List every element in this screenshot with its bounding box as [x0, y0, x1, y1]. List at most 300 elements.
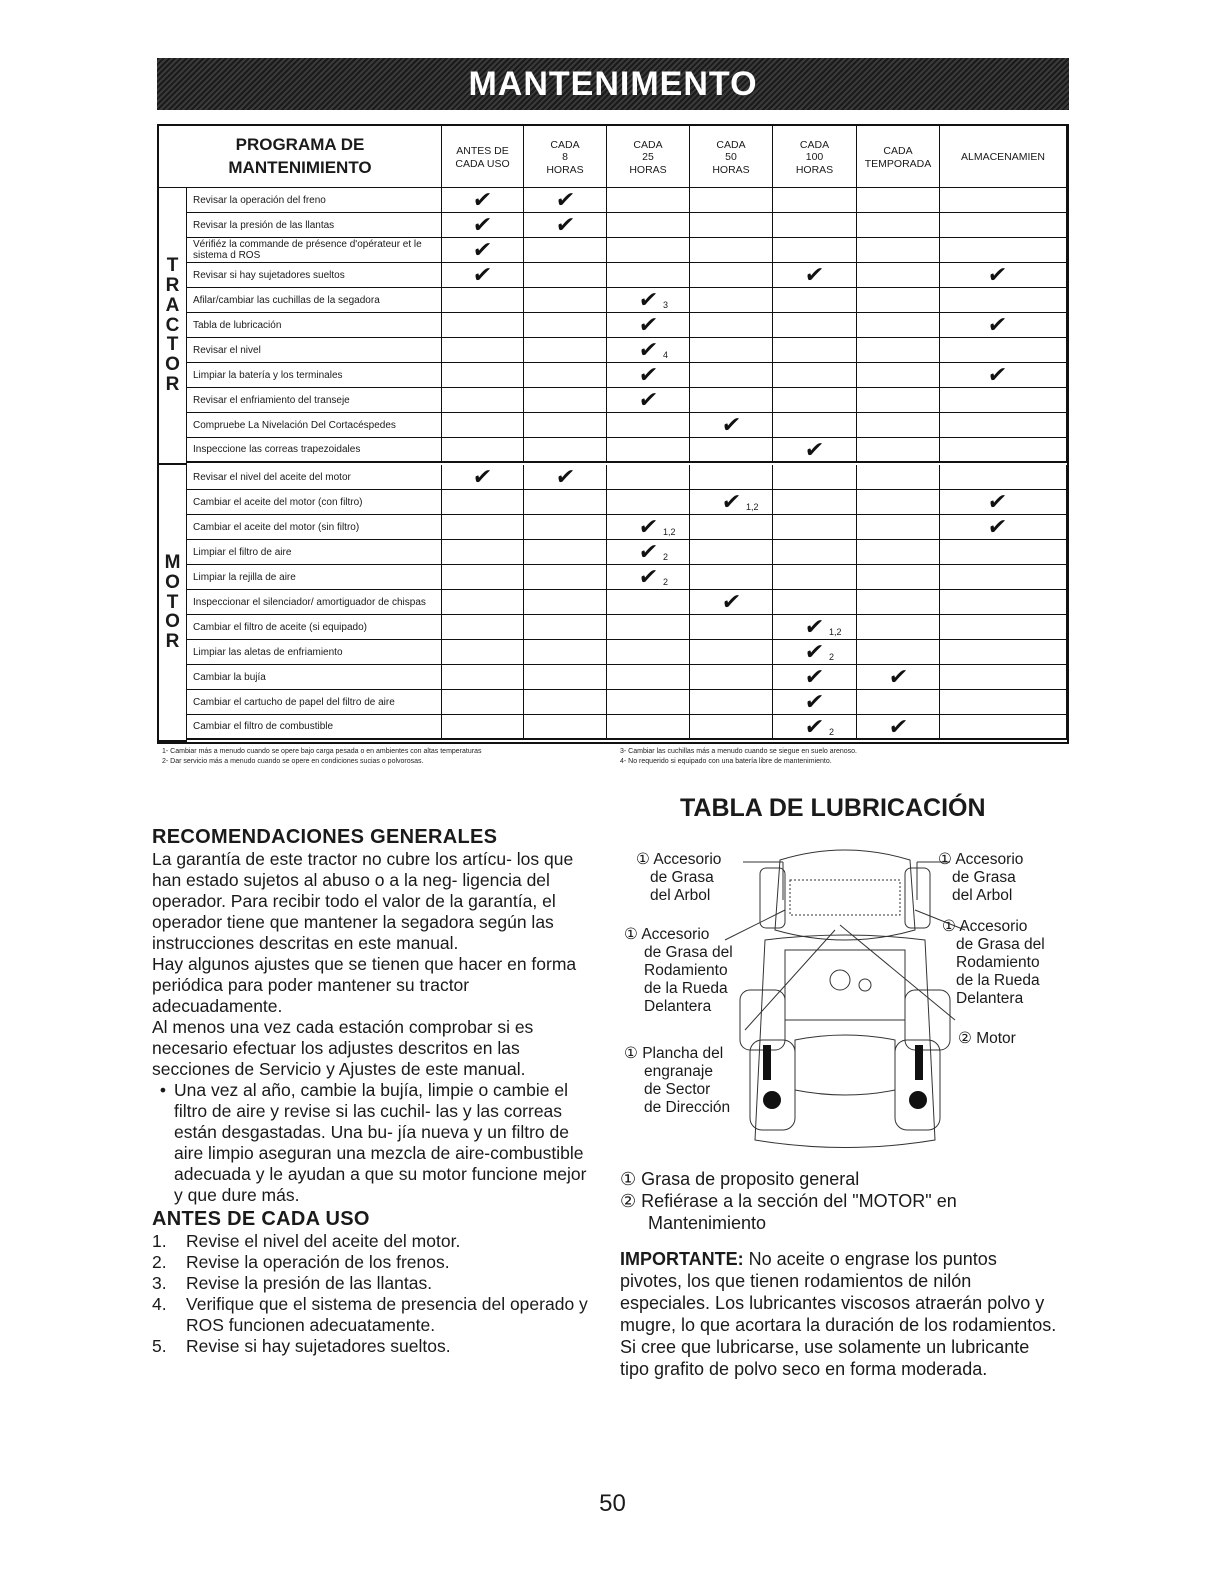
general-paragraph-3: Al menos una vez cada estación comprobar si es necesario efectuar los adjustes descritos en las secciones de Servicio y Ajustes de este manual. — [152, 1017, 534, 1079]
schedule-cell — [607, 690, 690, 715]
schedule-cell — [857, 213, 940, 238]
schedule-cell — [773, 515, 857, 540]
column-header-5-line1: CADA — [883, 144, 913, 157]
checkmark-icon: ✔ — [720, 489, 743, 514]
before-use-item-number: 2. — [152, 1252, 167, 1272]
important-note — [620, 1248, 1060, 1380]
schedule-cell — [773, 388, 857, 413]
checkmark-icon: ✔ — [803, 664, 826, 689]
schedule-cell — [524, 640, 607, 665]
schedule-cell — [940, 540, 1067, 565]
checkmark-icon: ✔ — [887, 714, 910, 739]
task-label: Cambiar el cartucho de papel del filtro de aire — [187, 690, 442, 715]
schedule-cell — [690, 690, 773, 715]
schedule-title — [159, 126, 442, 188]
checkmark-icon: ✔ — [637, 337, 660, 362]
tractor-group-label — [159, 188, 187, 465]
schedule-cell — [442, 515, 524, 540]
schedule-cell — [607, 438, 690, 463]
motor-table-row — [187, 565, 1067, 590]
schedule-cell — [442, 338, 524, 363]
schedule-cell — [690, 238, 773, 263]
task-label: Revisar el nivel — [187, 338, 442, 363]
column-header-0-line1: ANTES DE — [456, 144, 509, 157]
bullet-dot-icon: • — [159, 1080, 167, 1100]
motor-table-row — [187, 690, 1067, 715]
schedule-cell — [607, 565, 690, 590]
schedule-cell — [607, 188, 690, 213]
general-paragraph-2: Hay algunos ajustes que se tienen que hacer en forma periódica para poder mantener su tractor adecuadamente. — [152, 954, 577, 1016]
schedule-cell — [773, 465, 857, 490]
column-header-3 — [690, 126, 773, 188]
task-label: Revisar el nivel del aceite del motor — [187, 465, 442, 490]
schedule-cell — [940, 715, 1067, 740]
schedule-cell — [773, 413, 857, 438]
schedule-cell — [690, 540, 773, 565]
schedule-cell — [690, 565, 773, 590]
schedule-cell — [442, 615, 524, 640]
tractor-label-letter: T — [166, 254, 179, 276]
footnote-ref: 2 — [663, 577, 669, 587]
label-rueda-left-line1: ① Accesorio — [624, 926, 710, 943]
label-arbol-right-line1: ① Accesorio — [938, 851, 1024, 868]
task-label: Cambiar el aceite del motor (con filtro) — [187, 490, 442, 515]
before-use-item-text: Verifique que el sistema de presencia del operado y ROS funcionen adecuatamente. — [186, 1294, 588, 1335]
schedule-cell — [607, 590, 690, 615]
schedule-cell — [524, 615, 607, 640]
motor-table-row — [187, 715, 1067, 740]
schedule-cell — [940, 288, 1067, 313]
schedule-cell — [607, 615, 690, 640]
schedule-cell — [773, 313, 857, 338]
schedule-cell — [940, 213, 1067, 238]
schedule-cell — [607, 213, 690, 238]
schedule-cell — [690, 515, 773, 540]
motor-group-label — [159, 465, 187, 742]
footnote-ref: 3 — [663, 300, 669, 310]
before-use-item-text: Revise el nivel del aceite del motor. — [186, 1231, 461, 1251]
checkmark-icon: ✔ — [471, 464, 494, 489]
schedule-cell — [524, 590, 607, 615]
label-rueda-left-line3: Rodamiento — [644, 962, 728, 979]
schedule-cell — [524, 715, 607, 740]
lubrication-legend — [620, 1168, 1060, 1234]
motor-table-row — [187, 465, 1067, 490]
tractor-table-row — [187, 388, 1067, 413]
schedule-cell — [773, 590, 857, 615]
task-label: Cambiar la bujía — [187, 665, 442, 690]
footnote-3: 3- Cambiar las cuchillas más a menudo cuando se siegue en suelo arenoso. — [620, 748, 857, 755]
schedule-cell — [607, 540, 690, 565]
general-bullet — [152, 1080, 592, 1206]
schedule-cell — [524, 388, 607, 413]
schedule-cell — [690, 288, 773, 313]
column-header-1 — [524, 126, 607, 188]
schedule-cell — [690, 413, 773, 438]
schedule-cell — [524, 565, 607, 590]
schedule-cell — [690, 438, 773, 463]
footnote-ref: 2 — [829, 652, 835, 662]
schedule-grid — [159, 126, 1067, 742]
footnote-ref: 2 — [663, 552, 669, 562]
checkmark-icon: ✔ — [986, 514, 1009, 539]
schedule-cell — [607, 338, 690, 363]
schedule-cell — [442, 288, 524, 313]
schedule-cell — [773, 238, 857, 263]
schedule-cell — [690, 213, 773, 238]
schedule-cell — [857, 238, 940, 263]
schedule-cell — [773, 565, 857, 590]
task-label: Afilar/cambiar las cuchillas de la segadora — [187, 288, 442, 313]
tractor-label-letter: T — [166, 334, 179, 356]
general-bullet-text: Una vez al año, cambie la bujía, limpie o cambie el filtro de aire y revise si las cuchil- las y las correas están desgastadas. Una bu- jía nueva y un filtro de aire limpio aseguran una mezcla de aire-combustible adecuada y le ayudan a que su motor funcione mejor y que dure más. — [174, 1080, 587, 1205]
schedule-cell — [773, 338, 857, 363]
task-label: Revisar el enfriamiento del transeje — [187, 388, 442, 413]
schedule-cell — [940, 388, 1067, 413]
schedule-cell — [442, 263, 524, 288]
schedule-cell — [524, 465, 607, 490]
schedule-cell — [690, 465, 773, 490]
schedule-cell — [524, 413, 607, 438]
column-header-3-line3: HORAS — [712, 163, 750, 176]
column-header-4 — [773, 126, 857, 188]
label-arbol-right — [938, 851, 1023, 905]
schedule-cell — [442, 490, 524, 515]
lubrication-title: TABLA DE LUBRICACIÓN — [680, 794, 986, 822]
task-label: Vérifiéz la commande de présence d'opérateur et le sistema d ROS — [187, 238, 442, 263]
schedule-cell — [773, 213, 857, 238]
before-use-item — [152, 1336, 592, 1357]
legend-item-2: ② Refiérase a la sección del "MOTOR" en Mantenimiento — [620, 1191, 957, 1233]
tractor-label-letter: R — [165, 274, 180, 296]
label-rueda-left-line5: Delantera — [644, 998, 712, 1015]
checkmark-icon: ✔ — [637, 564, 660, 589]
task-label: Cambiar el filtro de aceite (si equipado) — [187, 615, 442, 640]
tractor-table-row — [187, 438, 1067, 463]
tractor-table-row — [187, 213, 1067, 238]
schedule-cell — [607, 413, 690, 438]
motor-table-row — [187, 665, 1067, 690]
tractor-table-row — [187, 288, 1067, 313]
schedule-cell — [524, 540, 607, 565]
motor-label-letter: R — [165, 631, 180, 653]
label-arbol-right-line3: del Arbol — [952, 887, 1013, 904]
schedule-cell — [442, 388, 524, 413]
schedule-cell — [857, 188, 940, 213]
schedule-cell — [857, 363, 940, 388]
footnote-ref: 4 — [663, 350, 669, 360]
motor-table-row — [187, 540, 1067, 565]
task-label: Limpiar el filtro de aire — [187, 540, 442, 565]
schedule-cell — [442, 665, 524, 690]
label-rueda-right-line1: ① Accesorio — [942, 918, 1028, 935]
schedule-cell — [524, 238, 607, 263]
task-label: Inspeccione las correas trapezoidales — [187, 438, 442, 463]
schedule-cell — [690, 715, 773, 740]
schedule-cell — [773, 363, 857, 388]
checkmark-icon: ✔ — [803, 714, 826, 739]
schedule-cell — [442, 438, 524, 463]
general-recommendations — [152, 826, 592, 1357]
schedule-cell — [857, 490, 940, 515]
label-rueda-left-line2: de Grasa del — [644, 944, 733, 961]
label-motor: ② Motor — [958, 1030, 1016, 1047]
page-number: 50 — [599, 1490, 626, 1517]
column-header-2-line1: CADA — [633, 138, 663, 151]
task-label: Tabla de lubricación — [187, 313, 442, 338]
tractor-table-row — [187, 363, 1067, 388]
before-use-item-text: Revise si hay sujetadores sueltos. — [186, 1336, 451, 1356]
column-header-5-line2: TEMPORADA — [864, 157, 932, 170]
schedule-cell — [940, 640, 1067, 665]
schedule-cell — [690, 188, 773, 213]
checkmark-icon: ✔ — [803, 437, 826, 462]
before-use-item-number: 5. — [152, 1336, 167, 1356]
label-rueda-left-line4: de la Rueda — [644, 980, 728, 997]
before-use-item — [152, 1273, 592, 1294]
task-label: Cambiar el aceite del motor (sin filtro) — [187, 515, 442, 540]
column-header-4-line2: 100 — [805, 151, 824, 164]
schedule-cell — [607, 288, 690, 313]
checkmark-icon: ✔ — [554, 187, 577, 212]
before-use-item — [152, 1252, 592, 1273]
schedule-cell — [773, 715, 857, 740]
tractor-table-row — [187, 413, 1067, 438]
column-header-2-line2: 25 — [642, 151, 654, 164]
before-use-item-number: 3. — [152, 1273, 167, 1293]
footnote-ref: 2 — [829, 727, 835, 737]
column-header-1-line3: HORAS — [546, 163, 584, 176]
footnote-2: 2- Dar servicio más a menudo cuando se opere en condiciones sucias o polvorosas. — [162, 758, 424, 765]
checkmark-icon: ✔ — [720, 412, 743, 437]
schedule-cell — [857, 615, 940, 640]
schedule-cell — [857, 690, 940, 715]
column-header-2-line3: HORAS — [629, 163, 667, 176]
footnote-1: 1- Cambiar más a menudo cuando se opere bajo carga pesada o en ambientes con altas temperaturas — [162, 748, 482, 755]
column-header-3-line1: CADA — [716, 138, 746, 151]
schedule-cell — [442, 565, 524, 590]
schedule-cell — [524, 438, 607, 463]
schedule-cell — [524, 338, 607, 363]
footnote-ref: 1,2 — [829, 627, 842, 637]
before-use-item-number: 4. — [152, 1294, 167, 1314]
checkmark-icon: ✔ — [637, 312, 660, 337]
schedule-cell — [524, 690, 607, 715]
schedule-cell — [524, 490, 607, 515]
footnote-ref: 1,2 — [746, 502, 759, 512]
schedule-cell — [940, 363, 1067, 388]
schedule-cell — [442, 313, 524, 338]
checkmark-icon: ✔ — [554, 464, 577, 489]
schedule-cell — [857, 640, 940, 665]
tractor-table-row — [187, 313, 1067, 338]
schedule-cell — [857, 565, 940, 590]
schedule-cell — [940, 690, 1067, 715]
label-arbol-left — [636, 851, 721, 905]
tractor-label-letter: R — [165, 374, 180, 396]
checkmark-icon: ✔ — [986, 362, 1009, 387]
label-arbol-left-line3: del Arbol — [650, 887, 711, 904]
schedule-cell — [442, 213, 524, 238]
schedule-cell — [940, 615, 1067, 640]
banner-title: MANTENIMENTO — [468, 64, 758, 103]
schedule-cell — [690, 615, 773, 640]
task-label: Limpiar las aletas de enfriamiento — [187, 640, 442, 665]
motor-table-row — [187, 490, 1067, 515]
schedule-cell — [607, 640, 690, 665]
task-label: Limpiar la batería y los terminales — [187, 363, 442, 388]
schedule-cell — [607, 313, 690, 338]
task-label: Revisar si hay sujetadores sueltos — [187, 263, 442, 288]
label-plancha — [624, 1045, 730, 1117]
checkmark-icon: ✔ — [637, 539, 660, 564]
schedule-cell — [857, 313, 940, 338]
schedule-cell — [940, 338, 1067, 363]
motor-label-letter: O — [165, 611, 180, 633]
schedule-cell — [857, 263, 940, 288]
footnote-4: 4- No requerido si equipado con una batería libre de mantenimiento. — [620, 758, 832, 765]
schedule-cell — [442, 640, 524, 665]
label-plancha-line1: ① Plancha del — [624, 1045, 724, 1062]
motor-table-row — [187, 590, 1067, 615]
schedule-cell — [857, 715, 940, 740]
schedule-cell — [524, 263, 607, 288]
tractor-table-row — [187, 188, 1067, 213]
schedule-cell — [690, 665, 773, 690]
label-rueda-right — [942, 918, 1045, 1008]
checkmark-icon: ✔ — [803, 689, 826, 714]
column-header-6-line1: ALMACENAMIEN — [960, 151, 1045, 164]
schedule-cell — [524, 665, 607, 690]
tractor-table-row — [187, 238, 1067, 263]
schedule-cell — [524, 515, 607, 540]
label-rueda-right-line3: Rodamiento — [956, 954, 1040, 971]
schedule-cell — [524, 213, 607, 238]
schedule-cell — [690, 338, 773, 363]
schedule-cell — [607, 388, 690, 413]
schedule-cell — [773, 665, 857, 690]
schedule-cell — [773, 490, 857, 515]
schedule-cell — [857, 338, 940, 363]
schedule-cell — [940, 238, 1067, 263]
tractor-table-row — [187, 263, 1067, 288]
tractor-table-row — [187, 338, 1067, 363]
motor-table-row — [187, 515, 1067, 540]
checkmark-icon: ✔ — [803, 262, 826, 287]
schedule-cell — [690, 388, 773, 413]
motor-label-letter: O — [165, 571, 180, 593]
column-header-2 — [607, 126, 690, 188]
schedule-cell — [773, 188, 857, 213]
before-use-heading: ANTES DE CADA USO — [152, 1208, 370, 1230]
checkmark-icon: ✔ — [986, 312, 1009, 337]
schedule-cell — [442, 413, 524, 438]
schedule-cell — [773, 540, 857, 565]
schedule-cell — [773, 615, 857, 640]
schedule-cell — [442, 465, 524, 490]
schedule-cell — [857, 665, 940, 690]
schedule-cell — [857, 438, 940, 463]
column-header-3-line2: 50 — [725, 151, 737, 164]
schedule-cell — [524, 288, 607, 313]
schedule-cell — [857, 413, 940, 438]
schedule-cell — [773, 640, 857, 665]
motor-table-row — [187, 640, 1067, 665]
schedule-cell — [940, 565, 1067, 590]
schedule-cell — [607, 238, 690, 263]
general-paragraph-1: La garantía de este tractor no cubre los artícu- los que han estado sujetos al abuso o a la neg- ligencia del operador. Para recibir todo el valor de la garantía, el operador tiene que mantener la segadora según las instrucciones descritas en este manual. — [152, 849, 574, 953]
checkmark-icon: ✔ — [887, 664, 910, 689]
schedule-cell — [940, 438, 1067, 463]
task-label: Inspeccionar el silenciador/ amortiguador de chispas — [187, 590, 442, 615]
motor-label-letter: T — [166, 591, 179, 613]
task-label: Limpiar la rejilla de aire — [187, 565, 442, 590]
column-header-5 — [857, 126, 940, 188]
before-use-item-text: Revise la operación de los frenos. — [186, 1252, 450, 1272]
checkmark-icon: ✔ — [471, 237, 494, 262]
important-label: IMPORTANTE: — [620, 1249, 744, 1269]
schedule-cell — [442, 590, 524, 615]
before-use-item-text: Revise la presión de las llantas. — [186, 1273, 433, 1293]
schedule-cell — [940, 665, 1067, 690]
motor-label-letter: M — [164, 551, 181, 573]
maintenance-schedule-table — [157, 124, 1069, 744]
checkmark-icon: ✔ — [471, 262, 494, 287]
label-rueda-right-line4: de la Rueda — [956, 972, 1040, 989]
schedule-cell — [857, 515, 940, 540]
checkmark-icon: ✔ — [986, 489, 1009, 514]
schedule-cell — [524, 188, 607, 213]
label-plancha-line4: de Dirección — [644, 1099, 731, 1116]
checkmark-icon: ✔ — [803, 614, 826, 639]
before-use-item — [152, 1294, 592, 1336]
task-label: Revisar la operación del freno — [187, 188, 442, 213]
schedule-cell — [940, 263, 1067, 288]
schedule-cell — [607, 515, 690, 540]
column-header-1-line1: CADA — [550, 138, 580, 151]
schedule-cell — [607, 715, 690, 740]
important-text: No aceite o engrase los puntos pivotes, los que tienen rodamientos de nilón especiales. Los lubricantes viscosos atraerán polvo y mugre, lo que acortara la duración de los rodamientos. Si cree que lubricarse, use solamente un lubricante tipo grafito de polvo seco en forma moderada. — [620, 1249, 1057, 1379]
schedule-cell — [524, 313, 607, 338]
checkmark-icon: ✔ — [554, 212, 577, 237]
schedule-cell — [857, 465, 940, 490]
schedule-cell — [690, 490, 773, 515]
checkmark-icon: ✔ — [803, 639, 826, 664]
footnote-ref: 1,2 — [663, 527, 676, 537]
schedule-cell — [773, 690, 857, 715]
column-header-4-line1: CADA — [799, 138, 830, 151]
general-heading: RECOMENDACIONES GENERALES — [152, 826, 498, 848]
schedule-cell — [940, 515, 1067, 540]
task-label: Compruebe La Nivelación Del Cortacéspedes — [187, 413, 442, 438]
label-arbol-left-line1: ① Accesorio — [636, 851, 722, 868]
schedule-cell — [607, 363, 690, 388]
column-header-6 — [940, 126, 1067, 188]
label-arbol-left-line2: de Grasa — [650, 869, 714, 886]
schedule-title-line1: PROGRAMA DE — [235, 134, 365, 154]
before-use-item-number: 1. — [152, 1231, 167, 1251]
schedule-cell — [690, 363, 773, 388]
schedule-cell — [773, 288, 857, 313]
label-rueda-right-line2: de Grasa del — [956, 936, 1045, 953]
tractor-label-letter: C — [165, 314, 180, 336]
schedule-title-line2: MANTENIMIENTO — [228, 157, 372, 177]
schedule-cell — [690, 263, 773, 288]
schedule-cell — [940, 490, 1067, 515]
label-rueda-right-line5: Delantera — [956, 990, 1024, 1007]
checkmark-icon: ✔ — [471, 212, 494, 237]
label-arbol-right-line2: de Grasa — [952, 869, 1016, 886]
